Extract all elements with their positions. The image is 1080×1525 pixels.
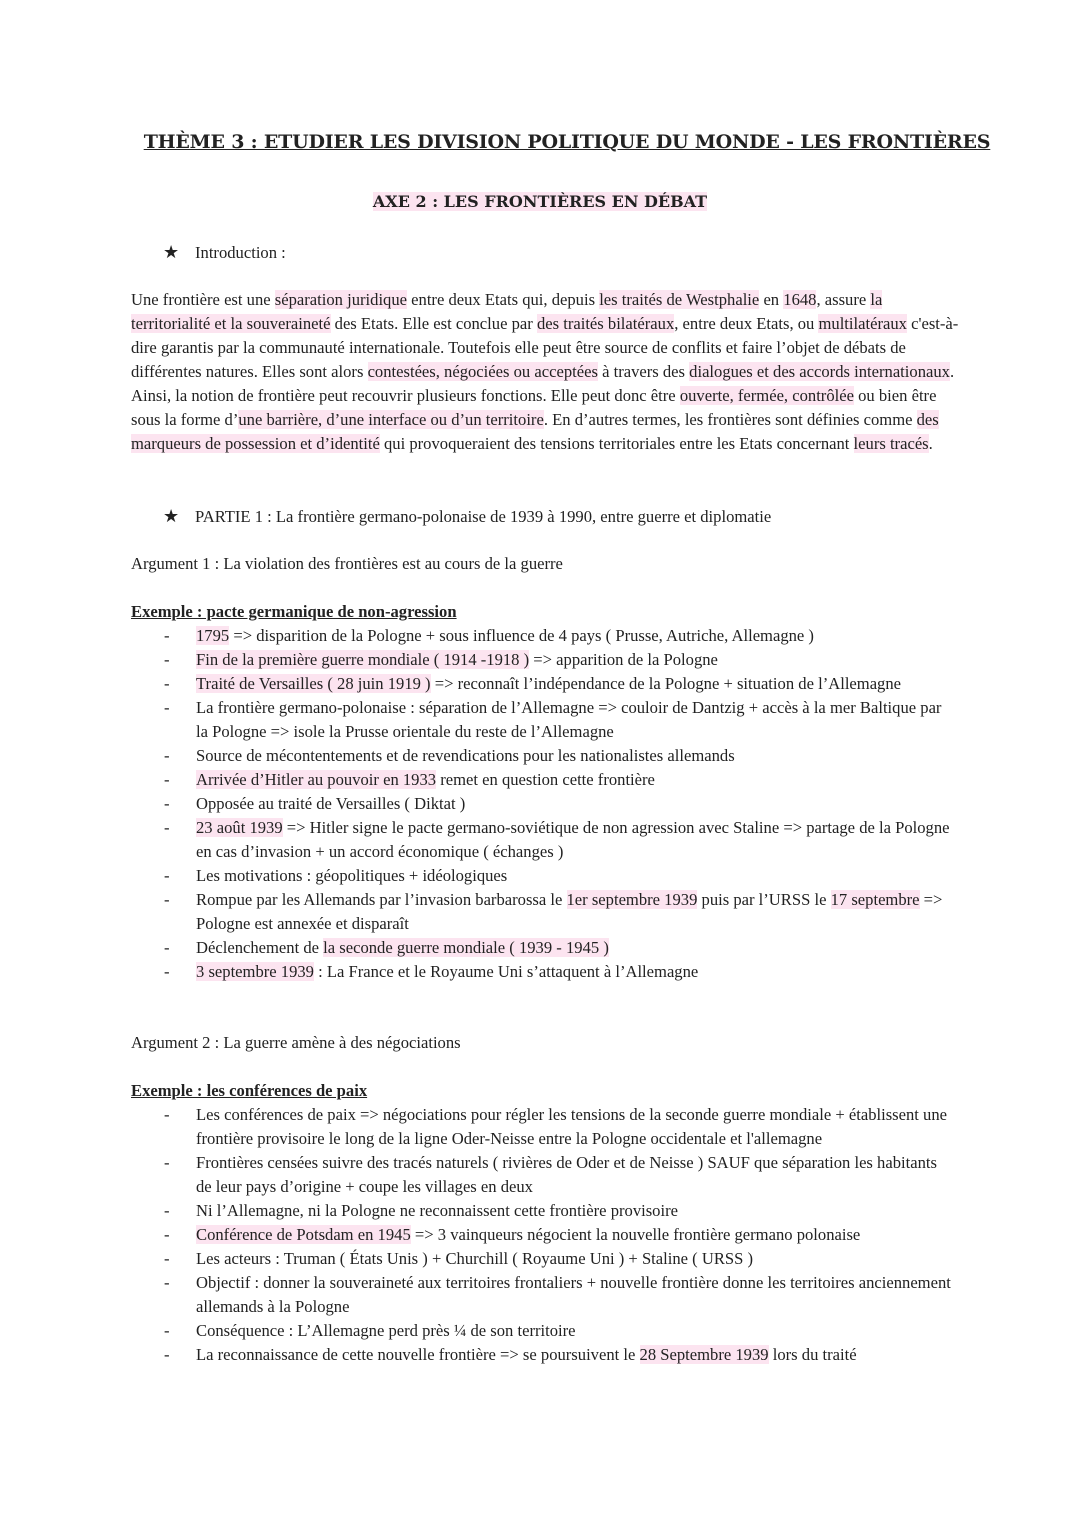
text-run: Les motivations : géopolitiques + idéologiques [196,866,508,885]
list-item [131,816,951,864]
text-run: Une frontière est une [131,290,275,309]
list-item [131,792,951,816]
argument-1: Argument 1 : La violation des frontières est au cours de la guerre [131,554,563,573]
highlighted-text: 17 septembre [830,890,920,909]
intro-paragraph [131,288,961,456]
text-run: lors du traité [768,1345,857,1364]
intro-heading [163,240,286,265]
star-bullet-icon: ★ [163,242,180,262]
highlighted-text: leurs tracés [853,434,929,453]
text-run: c'est-à- dire garantis par la communauté internationale. Toutefois elle peut être source de conflits et faire l’objet de débats de différentes natures. Elles sont alors [131,314,959,381]
highlighted-text: séparation juridique [274,290,408,309]
example-2-title: Exemple : les conférences de paix [131,1081,368,1100]
highlighted-text: dialogues et des accords internationaux [689,362,950,381]
list-item [131,1151,951,1199]
list-item [131,1343,951,1367]
text-run: . En d’autres termes, les frontières sont définies comme [543,410,917,429]
highlighted-text: une barrière, d’une interface ou d’un territoire [238,410,544,429]
text-run: => apparition de la Pologne [529,650,718,669]
list-item [131,648,951,672]
text-run: Rompue par les Allemands par l’invasion barbarossa le [196,890,567,909]
list-item [131,864,951,888]
text-run: Objectif : donner la souveraineté aux territoires frontaliers + nouvelle frontière donne les territoires anciennement allemands à la Pologne [196,1273,951,1316]
text-run: La reconnaissance de cette nouvelle frontière => se poursuivent le [196,1345,640,1364]
text-run: => disparition de la Pologne + sous influence de 4 pays ( Prusse, Autriche, Allemagne ) [229,626,814,645]
list-item [131,696,951,744]
argument-2: Argument 2 : La guerre amène à des négociations [131,1033,461,1052]
highlighted-text: multilatéraux [818,314,907,333]
text-run: qui provoqueraient des tensions territoriales entre les Etats concernant [379,434,854,453]
list-item [131,1223,951,1247]
text-run: puis par l’URSS le [697,890,831,909]
highlighted-text: 3 septembre 1939 [196,962,314,981]
axis-heading-text: AXE 2 : LES FRONTIÈRES EN DÉBAT [372,192,708,211]
list-item [131,744,951,768]
example-1-title: Exemple : pacte germanique de non-agression [131,602,457,621]
list-item [131,960,951,984]
list-item [131,768,951,792]
list-item [131,1271,951,1319]
list-item [131,1199,951,1223]
highlighted-text: des traités bilatéraux [536,314,675,333]
text-run: La frontière germano-polonaise : séparation de l’Allemagne => couloir de Dantzig + accès à la mer Baltique par la Pologne => isole la Prusse orientale du reste de l’Allemagne [196,698,942,741]
list-item [131,1247,951,1271]
text-run: , entre deux Etats, ou [674,314,819,333]
text-run: à travers des [597,362,690,381]
text-run: => Pologne est annexée et disparaît [196,890,943,933]
highlighted-text: Traité de Versailles ( 28 juin 1919 ) [196,674,431,693]
highlighted-text: la seconde guerre mondiale ( 1939 - 1945 ) [323,938,609,957]
highlighted-text: des marqueurs de possession et d’identité [131,410,939,453]
text-run: en [759,290,784,309]
highlighted-text: Fin de la première guerre mondiale ( 1914 -1918 ) [196,650,530,669]
text-run: => reconnaît l’indépendance de la Pologne + situation de l’Allemagne [430,674,902,693]
document-title: THÈME 3 : ETUDIER LES DIVISION POLITIQUE DU MONDE - LES FRONTIÈRES [143,131,991,153]
text-run: , assure [816,290,871,309]
intro-heading-text: Introduction : [195,243,286,262]
text-run: Frontières censées suivre des tracés naturels ( rivières de Oder et de Neisse ) SAUF que séparation les habitants de leur pays d’origine + coupe les villages en deux [196,1153,937,1196]
text-run: => 3 vainqueurs négocient la nouvelle frontière germano polonaise [410,1225,861,1244]
example-1-list [131,624,951,984]
text-run: => Hitler signe le pacte germano-soviétique de non agression avec Staline => partage de la Pologne en cas d’invasion + un accord économique ( échanges ) [196,818,950,861]
list-item [131,672,951,696]
highlighted-text: Arrivée d’Hitler au pouvoir en 1933 [196,770,437,789]
text-run: des Etats. Elle est conclue par [330,314,537,333]
part-1-heading [163,504,771,529]
highlighted-text: contestées, négociées ou acceptées [367,362,598,381]
list-item [131,1319,951,1343]
axis-heading [0,190,1080,214]
highlighted-text: ouverte, fermée, contrôlée [679,386,854,405]
highlighted-text: 1648 [783,290,817,309]
highlighted-text: les traités de Westphalie [599,290,760,309]
text-run: Opposée au traité de Versailles ( Diktat ) [196,794,466,813]
highlighted-text: Conférence de Potsdam en 1945 [196,1225,411,1244]
highlighted-text: la territorialité et la souveraineté [131,290,883,333]
text-run: Les acteurs : Truman ( États Unis ) + Churchill ( Royaume Uni ) + Staline ( URSS ) [196,1249,754,1268]
text-run: Les conférences de paix => négociations pour régler les tensions de la seconde guerre mondiale + établissent une frontière provisoire le long de la ligne Oder-Neisse entre la Pologne occidentale et l'allemagne [196,1105,948,1148]
text-run: entre deux Etats qui, depuis [407,290,600,309]
list-item [131,888,951,936]
highlighted-text: 28 Septembre 1939 [639,1345,769,1364]
example-2-list [131,1103,951,1367]
text-run: Source de mécontentements et de revendications pour les nationalistes allemands [196,746,735,765]
list-item [131,1103,951,1151]
star-bullet-icon: ★ [163,506,180,526]
text-run: : La France et le Royaume Uni s’attaquent à l’Allemagne [313,962,699,981]
text-run: Déclenchement de [196,938,324,957]
list-item [131,624,951,648]
text-run: . [928,434,933,453]
text-run: ou bien être sous la forme d’ [131,386,937,429]
text-run: Conséquence : L’Allemagne perd près ¼ de son territoire [196,1321,576,1340]
highlighted-text: 1er septembre 1939 [566,890,698,909]
text-run: . Ainsi, la notion de frontière peut recouvrir plusieurs fonctions. Elle peut donc être [131,362,955,405]
text-run: Ni l’Allemagne, ni la Pologne ne reconnaissent cette frontière provisoire [196,1201,678,1220]
list-item [131,936,951,960]
text-run: remet en question cette frontière [436,770,655,789]
part-1-heading-text: PARTIE 1 : La frontière germano-polonaise de 1939 à 1990, entre guerre et diplomatie [195,507,772,526]
highlighted-text: 1795 [196,626,230,645]
highlighted-text: 23 août 1939 [196,818,283,837]
